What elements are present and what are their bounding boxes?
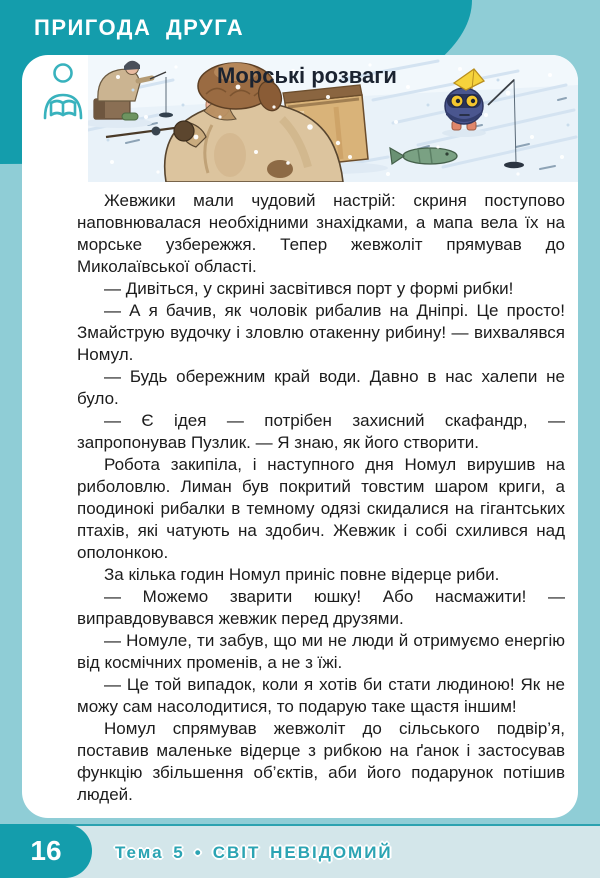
card-body	[22, 55, 578, 818]
story-title: Морські розваги	[217, 63, 397, 88]
story-paragraph: — А я бачив, як чоловік рибалив на Дніпрі. Це просто! Змайструю вудочку і зловлю отакенну рибину! — вихвалявся Номул.	[77, 301, 565, 364]
footer-theme: Тема 5	[115, 843, 185, 862]
story-text	[77, 190, 565, 806]
story-paragraph: Жевжики мали чудовий настрій: скриня поступово наповнювалася необхідними знахідками, а мапа вела їх на морське узбережжя. Тепер жевжоліт прямував до Миколаївської області.	[77, 191, 565, 276]
story-paragraph: — Номуле, ти забув, що ми не люди й отримуємо енергію від космічних променів, а не з їжі.	[77, 631, 565, 672]
story-paragraph: — Дивіться, у скрині засвітився порт у формі рибки!	[104, 279, 514, 298]
story-paragraph: — Є ідея — потрібен захисний скафандр, — запропонував Пузлик. — Я знаю, як його створити.	[77, 411, 565, 452]
story-card	[22, 55, 578, 818]
story-paragraph: — Можемо зварити юшку! Або насмажити! — виправдовувався жевжик перед друзями.	[77, 587, 565, 628]
story-paragraph: Робота закипіла, і наступного дня Номул вирушив на риболовлю. Лиман був покритий товстим шаром криги, а поодинокі рибалки в темному одязі скидалися на гігантських птахів, які чатують на здобич. Жевжик і собі схилився над ополонкою.	[77, 455, 565, 562]
story-paragraph: Номул спрямував жевжоліт до сільського подвір’я, поставив маленьке відерце з рибкою на ґанок і застосував функцію збільшення об’єктів, аби його подарунок потішив людей.	[77, 719, 565, 804]
page-number-tab	[0, 824, 92, 878]
chapter-header-label: ПРИГОДА ДРУГА	[34, 15, 245, 40]
story-paragraph: — Це той випадок, коли я хотів би стати людиною! Як не можу сам насолодитися, то подарую таке щастя іншим!	[77, 675, 565, 716]
page-number: 16	[30, 835, 62, 866]
story-paragraph: За кілька годин Номул приніс повне відерце риби.	[104, 565, 500, 584]
footer-title	[115, 843, 393, 863]
footer-separator: •	[194, 843, 203, 862]
footer-section-title: СВІТ НЕВІДОМИЙ	[212, 843, 393, 862]
story-paragraph: — Будь обережним край води. Давно в нас халепи не було.	[77, 367, 565, 408]
